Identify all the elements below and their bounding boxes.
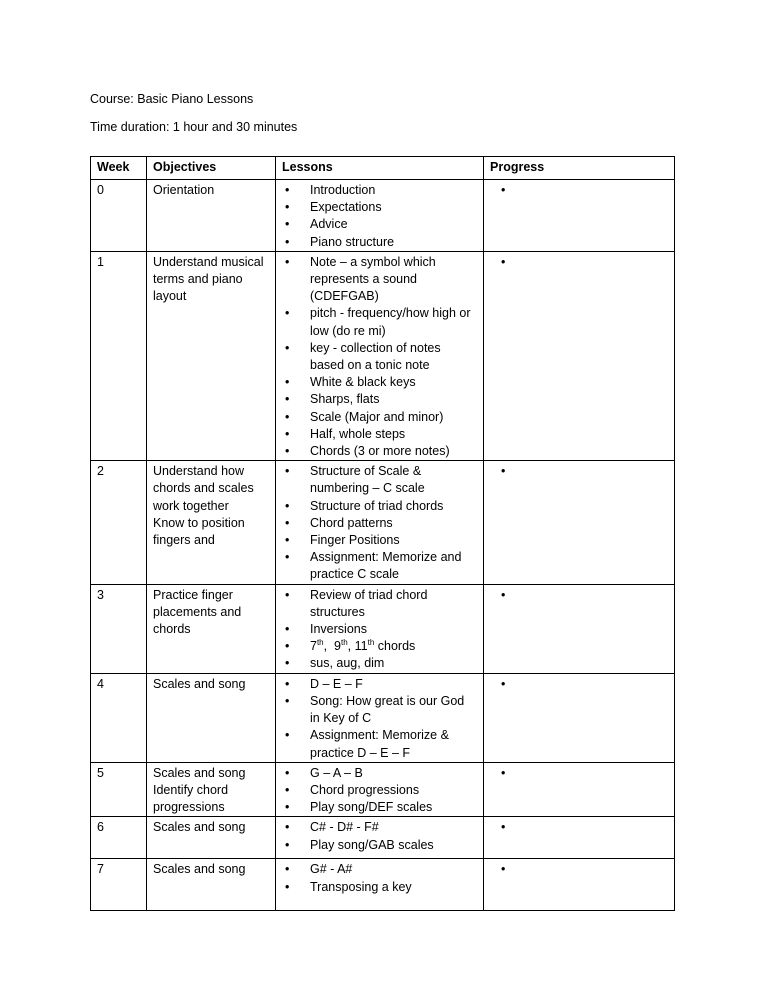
lesson-item: • Play song/DEF scales: [282, 799, 477, 816]
lessons-cell: [276, 859, 484, 911]
objective-line: layout: [153, 289, 187, 304]
lesson-item: • Chord progressions: [282, 782, 477, 799]
lesson-plan-table: [90, 156, 675, 911]
lesson-list: [282, 463, 477, 583]
header-row: [91, 157, 675, 180]
chord-ninth: 9: [334, 639, 341, 654]
table-row: [91, 817, 675, 859]
lesson-list: [282, 254, 477, 460]
lesson-list: [282, 861, 477, 895]
progress-cell: [484, 251, 675, 460]
objective-line: Know to position: [153, 515, 245, 530]
lesson-item: • G# - A#: [282, 861, 477, 878]
objectives-cell: [147, 584, 276, 673]
lessons-cell: [276, 461, 484, 584]
lesson-item: • Note – a symbol which represents a sound (CDEFGAB): [282, 254, 477, 306]
progress-bullet: •: [501, 765, 506, 780]
lesson-item: • C# - D# - F#: [282, 819, 477, 836]
header-lessons: Lessons: [276, 157, 484, 180]
progress-cell: [484, 817, 675, 859]
ordinal-suffix: th: [341, 638, 348, 648]
lesson-item: • Finger Positions: [282, 532, 477, 549]
objective-line: Practice finger: [153, 587, 233, 602]
lesson-item: • Structure of triad chords: [282, 498, 477, 515]
lessons-cell: [276, 251, 484, 460]
header-objectives: Objectives: [147, 157, 276, 180]
lessons-cell: [276, 584, 484, 673]
progress-bullet: •: [501, 254, 506, 269]
table-row: [91, 673, 675, 762]
lesson-item: • Piano structure: [282, 234, 477, 251]
course-title: Course: Basic Piano Lessons: [90, 92, 254, 106]
table-row: [91, 251, 675, 460]
lessons-cell: [276, 180, 484, 252]
week-cell: 6: [91, 817, 147, 859]
objective-line: Scales and song: [153, 820, 246, 835]
lesson-item: • Assignment: Memorize & practice D – E – F: [282, 727, 477, 761]
objective-line: progressions: [153, 800, 225, 815]
lesson-item: • Sharps, flats: [282, 391, 477, 408]
objective-line: work together: [153, 498, 229, 513]
objectives-cell: [147, 817, 276, 859]
progress-cell: [484, 180, 675, 252]
ordinal-suffix: th: [367, 638, 375, 648]
ordinal-suffix: th: [316, 638, 324, 648]
progress-cell: [484, 859, 675, 911]
lesson-item: • Inversions: [282, 621, 477, 638]
progress-cell: [484, 584, 675, 673]
lesson-item: • Review of triad chord structures: [282, 587, 477, 621]
lessons-cell: [276, 673, 484, 762]
progress-bullet: •: [501, 676, 506, 691]
lesson-item: • sus, aug, dim: [282, 655, 477, 672]
objective-line: placements and: [153, 604, 242, 619]
objective-line: Scales and song: [153, 676, 246, 691]
table-row: [91, 762, 675, 817]
progress-bullet: •: [501, 862, 506, 877]
progress-bullet: •: [501, 820, 506, 835]
chord-eleventh: 11: [354, 639, 368, 654]
lesson-item: • Assignment: Memorize and practice C scale: [282, 549, 477, 583]
progress-bullet: •: [501, 464, 506, 479]
table-row: [91, 180, 675, 252]
week-cell: 7: [91, 859, 147, 911]
chords-word: chords: [377, 639, 416, 654]
lessons-cell: [276, 762, 484, 817]
lesson-item: • key - collection of notes based on a tonic note: [282, 340, 477, 374]
objective-line: Orientation: [153, 183, 215, 197]
lesson-list: [282, 676, 477, 762]
week-cell: 0: [91, 180, 147, 252]
objective-line: fingers and: [153, 533, 215, 548]
progress-cell: [484, 762, 675, 817]
progress-bullet: •: [501, 183, 506, 197]
lesson-item-extended-chords: • 7th, 9th, 11th chords: [282, 638, 477, 655]
lesson-item: • Half, whole steps: [282, 426, 477, 443]
objective-line: Understand how: [153, 464, 245, 479]
lesson-item: • Scale (Major and minor): [282, 409, 477, 426]
week-cell: 4: [91, 673, 147, 762]
objectives-cell: [147, 461, 276, 584]
lesson-item: • Introduction: [282, 182, 477, 199]
lesson-item: • White & black keys: [282, 374, 477, 391]
week-cell: 5: [91, 762, 147, 817]
lesson-item: • Transposing a key: [282, 879, 477, 896]
lesson-item: • Advice: [282, 216, 477, 233]
lesson-item: • Structure of Scale & numbering – C scale: [282, 463, 477, 497]
week-cell: 1: [91, 251, 147, 460]
table-row: [91, 859, 675, 911]
lesson-list: [282, 765, 477, 817]
lesson-list: [282, 819, 477, 853]
lesson-item: • G – A – B: [282, 765, 477, 782]
objective-line: chords and scales: [153, 481, 254, 496]
progress-cell: [484, 461, 675, 584]
lessons-cell: [276, 817, 484, 859]
objectives-cell: [147, 859, 276, 911]
lesson-item: • Play song/GAB scales: [282, 837, 477, 854]
lesson-item: • D – E – F: [282, 676, 477, 693]
objective-line: chords: [153, 622, 191, 637]
objectives-cell: [147, 251, 276, 460]
lesson-item: • Song: How great is our God in Key of C: [282, 693, 477, 727]
objective-line: Scales and song: [153, 765, 246, 780]
objectives-cell: [147, 180, 276, 252]
table-row: [91, 461, 675, 584]
objective-line: Understand musical: [153, 254, 264, 269]
objective-line: Identify chord: [153, 782, 229, 797]
lesson-item: • Chord patterns: [282, 515, 477, 532]
time-duration: Time duration: 1 hour and 30 minutes: [90, 120, 298, 134]
chord-seventh: 7: [310, 639, 317, 654]
header-progress: Progress: [484, 157, 675, 180]
lesson-item: • pitch - frequency/how high or low (do re mi): [282, 305, 477, 339]
table-row: [91, 584, 675, 673]
progress-bullet: •: [501, 587, 506, 602]
lesson-item: • Chords (3 or more notes): [282, 443, 477, 460]
header-week: Week: [91, 157, 147, 180]
lesson-item: • Expectations: [282, 199, 477, 216]
lesson-list: [282, 587, 477, 673]
objective-line: Scales and song: [153, 862, 246, 877]
week-cell: 2: [91, 461, 147, 584]
objectives-cell: [147, 762, 276, 817]
week-cell: 3: [91, 584, 147, 673]
lesson-list: [282, 182, 477, 251]
objective-line: terms and piano: [153, 272, 243, 287]
progress-cell: [484, 673, 675, 762]
objectives-cell: [147, 673, 276, 762]
